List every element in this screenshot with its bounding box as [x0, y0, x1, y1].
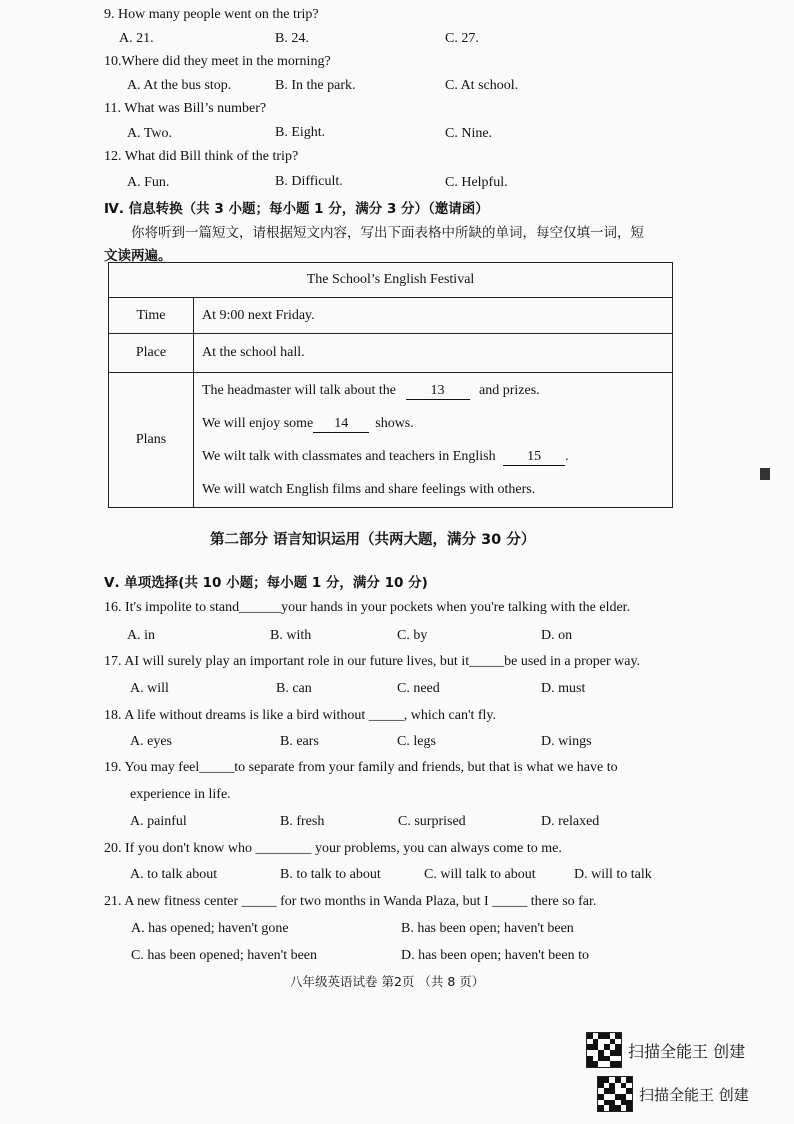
- section-4-instruction-line2: 文读两遍。: [104, 248, 172, 264]
- question-12-option-c: C. Helpful.: [445, 175, 508, 190]
- question-16-option-c: C. by: [397, 628, 428, 643]
- question-19-option-c: C. surprised: [398, 814, 466, 829]
- place-value: At the school hall.: [194, 334, 673, 373]
- table-title: The School’s English Festival: [109, 263, 673, 298]
- table-row: [109, 334, 673, 373]
- question-17-option-b: B. can: [276, 681, 312, 696]
- watermark-text-2: 扫描全能王 创建: [639, 1085, 749, 1104]
- question-17-option-d: D. must: [541, 681, 586, 696]
- question-10-option-b: B. In the park.: [275, 78, 356, 93]
- plan-line-3: [202, 440, 664, 473]
- question-20-option-d: D. will to talk: [574, 867, 652, 882]
- question-18-option-d: D. wings: [541, 734, 592, 749]
- question-17-option-a: A. will: [130, 681, 169, 696]
- blank-13: 13: [406, 383, 470, 400]
- question-16-stem: 16. It's impolite to stand______your hands in your pockets when you're talking with the elder.: [104, 600, 631, 615]
- question-10-option-c: C. At school.: [445, 78, 519, 93]
- question-19-stem-cont: experience in life.: [130, 787, 231, 802]
- plan-3-after: .: [565, 449, 569, 464]
- question-11-option-b: B. Eight.: [275, 125, 326, 140]
- question-11-stem: 11. What was Bill’s number?: [104, 101, 267, 116]
- question-17-stem: 17. AI will surely play an important role in our future lives, but it_____be used in a proper way.: [104, 654, 641, 669]
- part-2-title: 第二部分 语言知识运用（共两大题，满分 30 分）: [210, 532, 536, 548]
- question-12-option-b: B. Difficult.: [275, 174, 343, 189]
- question-9-option-c: C. 27.: [445, 31, 479, 46]
- question-11-option-a: A. Two.: [127, 126, 173, 141]
- section-4-heading: Ⅳ. 信息转换（共 3 小题；每小题 1 分，满分 3 分）（邀请函）: [104, 201, 489, 217]
- section-4-instruction-line1: 你将听到一篇短文，请根据短文内容，写出下面表格中所缺的单词，每空仅填一词，短: [131, 225, 644, 241]
- question-16-option-b: B. with: [270, 628, 312, 643]
- question-20-option-c: C. will talk to about: [424, 867, 536, 882]
- question-10-stem: 10.Where did they meet in the morning?: [104, 54, 331, 69]
- question-12-stem: 12. What did Bill think of the trip?: [104, 149, 299, 164]
- question-21-option-a: A. has opened; haven't gone: [131, 921, 289, 936]
- question-10-option-a: A. At the bus stop.: [127, 78, 232, 93]
- watermark-2: [597, 1076, 749, 1112]
- question-20-option-b: B. to talk to about: [280, 867, 381, 882]
- watermark-1: [586, 1032, 745, 1068]
- question-12-option-a: A. Fun.: [127, 175, 170, 190]
- plan-line-2: [202, 407, 664, 440]
- plan-1-before: The headmaster will talk about the: [202, 383, 396, 398]
- question-18-option-c: C. legs: [397, 734, 436, 749]
- question-20-option-a: A. to talk about: [130, 867, 218, 882]
- question-19-stem: 19. You may feel_____to separate from your family and friends, but that is what we have to: [104, 760, 618, 775]
- question-19-option-b: B. fresh: [280, 814, 325, 829]
- section-5-heading: Ⅴ. 单项选择(共 10 小题；每小题 1 分，满分 10 分): [104, 575, 428, 591]
- qr-code-icon: [586, 1032, 622, 1068]
- plans-label: Plans: [109, 373, 194, 508]
- time-label: Time: [109, 298, 194, 334]
- question-16-option-d: D. on: [541, 628, 573, 643]
- time-value: At 9:00 next Friday.: [194, 298, 673, 334]
- question-20-stem: 20. If you don't know who ________ your problems, you can always come to me.: [104, 841, 562, 856]
- question-21-option-c: C. has been opened; haven't been: [131, 948, 318, 963]
- question-18-option-b: B. ears: [280, 734, 319, 749]
- plan-2-after: shows.: [375, 416, 414, 431]
- question-18-option-a: A. eyes: [130, 734, 172, 749]
- qr-code-icon: [597, 1076, 633, 1112]
- plan-line-4: [202, 473, 664, 506]
- blank-14: 14: [313, 416, 369, 433]
- question-9-stem: 9. How many people went on the trip?: [104, 7, 319, 22]
- page-footer: 八年级英语试卷 第2页 （共 8 页）: [290, 974, 485, 989]
- table-row: [109, 373, 673, 508]
- scan-edge-mark: [760, 468, 770, 480]
- place-label: Place: [109, 334, 194, 373]
- plan-1-after: and prizes.: [479, 383, 540, 398]
- plan-4-text: We will watch English films and share feelings with others.: [202, 482, 536, 497]
- question-21-option-d: D. has been open; haven't been to: [401, 948, 589, 963]
- table-row: [109, 298, 673, 334]
- question-9-option-b: B. 24.: [275, 31, 309, 46]
- question-9-option-a: A. 21.: [119, 31, 154, 46]
- plans-cell: [194, 373, 673, 508]
- plan-3-before: We wilt talk with classmates and teachers in English: [202, 449, 496, 464]
- question-17-option-c: C. need: [397, 681, 440, 696]
- question-16-option-a: A. in: [127, 628, 155, 643]
- plan-2-before: We will enjoy some: [202, 416, 314, 431]
- question-19-option-d: D. relaxed: [541, 814, 600, 829]
- question-21-option-b: B. has been open; haven't been: [401, 921, 574, 936]
- question-19-option-a: A. painful: [130, 814, 187, 829]
- question-18-stem: 18. A life without dreams is like a bird without _____, which can't fly.: [104, 708, 496, 723]
- watermark-text-1: 扫描全能王 创建: [628, 1041, 746, 1061]
- blank-15: 15: [503, 449, 565, 466]
- plan-line-1: [202, 374, 664, 407]
- festival-table: [108, 262, 673, 508]
- question-21-stem: 21. A new fitness center _____ for two months in Wanda Plaza, but I _____ there so far.: [104, 894, 597, 909]
- question-11-option-c: C. Nine.: [445, 126, 493, 141]
